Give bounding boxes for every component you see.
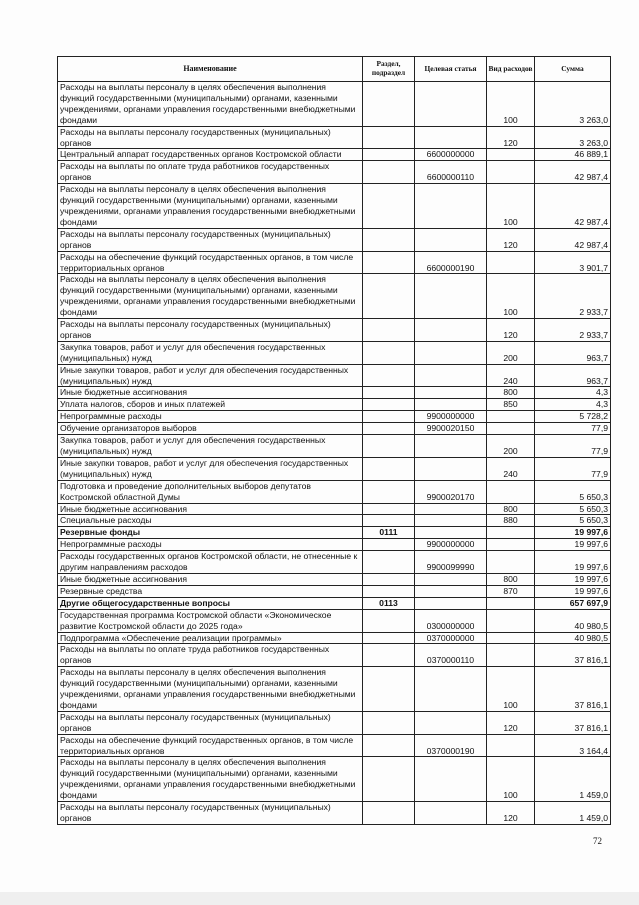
table-row <box>58 82 611 127</box>
row-sum: 42 987,4 <box>535 228 611 251</box>
row-sum: 37 816,1 <box>535 667 611 712</box>
row-sum: 4,3 <box>535 387 611 399</box>
row-sum: 19 997,6 <box>535 539 611 551</box>
row-section <box>363 82 415 127</box>
row-sum: 19 997,6 <box>535 585 611 597</box>
row-name: Другие общегосударственные вопросы <box>58 597 363 609</box>
row-target <box>415 387 487 399</box>
row-name: Иные закупки товаров, работ и услуг для обеспечения государственных (муниципальных) нужд <box>58 457 363 480</box>
row-section <box>363 126 415 149</box>
row-section: 0111 <box>363 527 415 539</box>
table-row <box>58 480 611 503</box>
table-row <box>58 632 611 644</box>
row-target: 0370000000 <box>415 632 487 644</box>
row-name: Расходы на выплаты персоналу государственных (муниципальных) органов <box>58 319 363 342</box>
table-row <box>58 597 611 609</box>
table-row <box>58 126 611 149</box>
row-kind <box>487 644 535 667</box>
row-kind: 120 <box>487 228 535 251</box>
row-section <box>363 539 415 551</box>
table-body <box>58 82 611 825</box>
row-section <box>363 423 415 435</box>
table-row <box>58 573 611 585</box>
row-sum: 5 650,3 <box>535 515 611 527</box>
row-kind <box>487 527 535 539</box>
row-name: Расходы на выплаты персоналу в целях обеспечения выполнения функций государственными (муниципальными) органами, казенными учреждениями, органами управления государственными внебюджетными фондами <box>58 667 363 712</box>
row-kind <box>487 597 535 609</box>
table-row <box>58 319 611 342</box>
row-name: Непрограммные расходы <box>58 411 363 423</box>
row-kind: 800 <box>487 503 535 515</box>
table-row <box>58 387 611 399</box>
row-name: Резервные фонды <box>58 527 363 539</box>
page-number: 72 <box>593 836 602 846</box>
row-name: Расходы на обеспечение функций государственных органов, в том числе территориальных органов <box>58 251 363 274</box>
row-name: Уплата налогов, сборов и иных платежей <box>58 399 363 411</box>
table-row <box>58 228 611 251</box>
row-name: Расходы на выплаты по оплате труда работников государственных органов <box>58 161 363 184</box>
row-section <box>363 161 415 184</box>
row-sum: 37 816,1 <box>535 644 611 667</box>
row-target: 9900000000 <box>415 411 487 423</box>
row-target <box>415 585 487 597</box>
row-target <box>415 126 487 149</box>
row-section <box>363 184 415 229</box>
row-kind <box>487 149 535 161</box>
row-sum: 19 997,6 <box>535 551 611 574</box>
row-target: 0370000190 <box>415 734 487 757</box>
row-sum: 963,7 <box>535 364 611 387</box>
row-target <box>415 435 487 458</box>
row-section <box>363 757 415 802</box>
table-row <box>58 711 611 734</box>
row-name: Расходы государственных органов Костромской области, не отнесенные к другим направлениям расходов <box>58 551 363 574</box>
scan-bottom-edge <box>0 892 639 905</box>
row-target <box>415 364 487 387</box>
row-target <box>415 319 487 342</box>
row-section <box>363 399 415 411</box>
row-target: 9900020150 <box>415 423 487 435</box>
row-section <box>363 480 415 503</box>
row-sum: 3 263,0 <box>535 82 611 127</box>
row-sum: 1 459,0 <box>535 757 611 802</box>
table-row <box>58 411 611 423</box>
row-kind: 120 <box>487 126 535 149</box>
row-target <box>415 711 487 734</box>
row-kind <box>487 632 535 644</box>
row-section <box>363 667 415 712</box>
row-name: Резервные средства <box>58 585 363 597</box>
row-kind <box>487 161 535 184</box>
row-section <box>363 711 415 734</box>
row-section <box>363 585 415 597</box>
table-row <box>58 667 611 712</box>
row-sum: 77,9 <box>535 457 611 480</box>
row-section <box>363 457 415 480</box>
row-section <box>363 435 415 458</box>
row-kind: 240 <box>487 457 535 480</box>
row-target: 9900099990 <box>415 551 487 574</box>
row-name: Государственная программа Костромской области «Экономическое развитие Костромской области до 2025 года» <box>58 609 363 632</box>
row-kind: 800 <box>487 573 535 585</box>
row-sum: 77,9 <box>535 423 611 435</box>
row-section <box>363 364 415 387</box>
row-section <box>363 609 415 632</box>
row-name: Закупка товаров, работ и услуг для обеспечения государственных (муниципальных) нужд <box>58 435 363 458</box>
row-kind: 120 <box>487 319 535 342</box>
row-sum: 2 933,7 <box>535 274 611 319</box>
row-target <box>415 399 487 411</box>
row-target: 9900000000 <box>415 539 487 551</box>
table-row <box>58 457 611 480</box>
row-target: 0300000000 <box>415 609 487 632</box>
row-target <box>415 515 487 527</box>
table-row <box>58 757 611 802</box>
row-section <box>363 734 415 757</box>
row-section <box>363 274 415 319</box>
row-section <box>363 319 415 342</box>
row-sum: 40 980,5 <box>535 609 611 632</box>
row-section <box>363 802 415 825</box>
row-section: 0113 <box>363 597 415 609</box>
row-name: Иные бюджетные ассигнования <box>58 503 363 515</box>
row-target: 6600000190 <box>415 251 487 274</box>
row-target <box>415 573 487 585</box>
row-kind: 100 <box>487 757 535 802</box>
table-row <box>58 399 611 411</box>
row-target <box>415 274 487 319</box>
row-section <box>363 228 415 251</box>
row-sum: 963,7 <box>535 341 611 364</box>
row-section <box>363 503 415 515</box>
table-row <box>58 161 611 184</box>
row-name: Расходы на выплаты персоналу в целях обеспечения выполнения функций государственными (муниципальными) органами, казенными учреждениями, органами управления государственными внебюджетными фондами <box>58 274 363 319</box>
table-row <box>58 551 611 574</box>
table-row <box>58 435 611 458</box>
table-row <box>58 515 611 527</box>
row-kind: 870 <box>487 585 535 597</box>
row-name: Подготовка и проведение дополнительных выборов депутатов Костромской областной Думы <box>58 480 363 503</box>
row-kind: 120 <box>487 802 535 825</box>
table-row <box>58 585 611 597</box>
row-kind <box>487 551 535 574</box>
row-target: 6600000000 <box>415 149 487 161</box>
row-section <box>363 573 415 585</box>
row-name: Расходы на выплаты по оплате труда работников государственных органов <box>58 644 363 667</box>
row-name: Расходы на обеспечение функций государственных органов, в том числе территориальных органов <box>58 734 363 757</box>
row-target <box>415 228 487 251</box>
row-target <box>415 597 487 609</box>
header-target: Целевая статья <box>415 57 487 82</box>
row-target: 6600000110 <box>415 161 487 184</box>
row-section <box>363 149 415 161</box>
row-section <box>363 251 415 274</box>
row-kind <box>487 609 535 632</box>
row-sum: 46 889,1 <box>535 149 611 161</box>
row-name: Непрограммные расходы <box>58 539 363 551</box>
header-name: Наименование <box>58 57 363 82</box>
row-section <box>363 387 415 399</box>
row-sum: 19 997,6 <box>535 573 611 585</box>
row-kind: 880 <box>487 515 535 527</box>
row-sum: 42 987,4 <box>535 161 611 184</box>
row-kind: 120 <box>487 711 535 734</box>
row-kind <box>487 539 535 551</box>
row-kind <box>487 480 535 503</box>
row-name: Расходы на выплаты персоналу государственных (муниципальных) органов <box>58 802 363 825</box>
row-target: 9900020170 <box>415 480 487 503</box>
row-kind <box>487 411 535 423</box>
table-row <box>58 539 611 551</box>
table-row <box>58 341 611 364</box>
row-sum: 2 933,7 <box>535 319 611 342</box>
table-row <box>58 364 611 387</box>
table-row <box>58 644 611 667</box>
row-target <box>415 757 487 802</box>
row-section <box>363 644 415 667</box>
row-target <box>415 667 487 712</box>
table-row <box>58 423 611 435</box>
table-row <box>58 184 611 229</box>
row-target <box>415 184 487 229</box>
row-kind: 100 <box>487 184 535 229</box>
row-section <box>363 411 415 423</box>
row-sum: 5 728,2 <box>535 411 611 423</box>
header-kind: Вид расходов <box>487 57 535 82</box>
table-row <box>58 274 611 319</box>
row-name: Иные бюджетные ассигнования <box>58 573 363 585</box>
row-kind <box>487 734 535 757</box>
row-kind: 200 <box>487 435 535 458</box>
row-kind: 100 <box>487 274 535 319</box>
row-sum: 42 987,4 <box>535 184 611 229</box>
table-row <box>58 734 611 757</box>
row-target <box>415 802 487 825</box>
row-sum: 5 650,3 <box>535 480 611 503</box>
row-kind <box>487 423 535 435</box>
row-name: Расходы на выплаты персоналу государственных (муниципальных) органов <box>58 228 363 251</box>
row-name: Подпрограмма «Обеспечение реализации программы» <box>58 632 363 644</box>
row-sum: 657 697,9 <box>535 597 611 609</box>
row-target <box>415 527 487 539</box>
table-row <box>58 609 611 632</box>
header-sum: Сумма <box>535 57 611 82</box>
row-kind: 200 <box>487 341 535 364</box>
row-target <box>415 457 487 480</box>
row-name: Иные закупки товаров, работ и услуг для обеспечения государственных (муниципальных) нужд <box>58 364 363 387</box>
table-row <box>58 503 611 515</box>
row-sum: 3 901,7 <box>535 251 611 274</box>
table-header-row <box>58 57 611 82</box>
header-section: Раздел, подраздел <box>363 57 415 82</box>
row-sum: 40 980,5 <box>535 632 611 644</box>
row-sum: 77,9 <box>535 435 611 458</box>
row-target <box>415 341 487 364</box>
row-kind: 240 <box>487 364 535 387</box>
row-target <box>415 503 487 515</box>
table-row <box>58 802 611 825</box>
table-row <box>58 149 611 161</box>
row-name: Расходы на выплаты персоналу в целях обеспечения выполнения функций государственными (муниципальными) органами, казенными учреждениями, органами управления государственными внебюджетными фондами <box>58 184 363 229</box>
row-target <box>415 82 487 127</box>
row-kind <box>487 251 535 274</box>
row-sum: 19 997,6 <box>535 527 611 539</box>
row-name: Расходы на выплаты персоналу государственных (муниципальных) органов <box>58 126 363 149</box>
row-section <box>363 551 415 574</box>
row-section <box>363 515 415 527</box>
budget-table <box>57 56 611 825</box>
row-sum: 1 459,0 <box>535 802 611 825</box>
row-section <box>363 341 415 364</box>
row-kind: 850 <box>487 399 535 411</box>
row-section <box>363 632 415 644</box>
row-kind: 100 <box>487 82 535 127</box>
row-sum: 5 650,3 <box>535 503 611 515</box>
row-sum: 3 263,0 <box>535 126 611 149</box>
row-name: Обучение организаторов выборов <box>58 423 363 435</box>
table-row <box>58 251 611 274</box>
row-sum: 37 816,1 <box>535 711 611 734</box>
table-row <box>58 527 611 539</box>
row-name: Расходы на выплаты персоналу в целях обеспечения выполнения функций государственными (муниципальными) органами, казенными учреждениями, органами управления государственными внебюджетными фондами <box>58 82 363 127</box>
row-kind: 100 <box>487 667 535 712</box>
row-name: Расходы на выплаты персоналу в целях обеспечения выполнения функций государственными (муниципальными) органами, казенными учреждениями, органами управления государственными внебюджетными фондами <box>58 757 363 802</box>
row-name: Специальные расходы <box>58 515 363 527</box>
row-sum: 4,3 <box>535 399 611 411</box>
row-name: Центральный аппарат государственных органов Костромской области <box>58 149 363 161</box>
row-name: Иные бюджетные ассигнования <box>58 387 363 399</box>
row-name: Закупка товаров, работ и услуг для обеспечения государственных (муниципальных) нужд <box>58 341 363 364</box>
row-name: Расходы на выплаты персоналу государственных (муниципальных) органов <box>58 711 363 734</box>
row-sum: 3 164,4 <box>535 734 611 757</box>
row-kind: 800 <box>487 387 535 399</box>
row-target: 0370000110 <box>415 644 487 667</box>
